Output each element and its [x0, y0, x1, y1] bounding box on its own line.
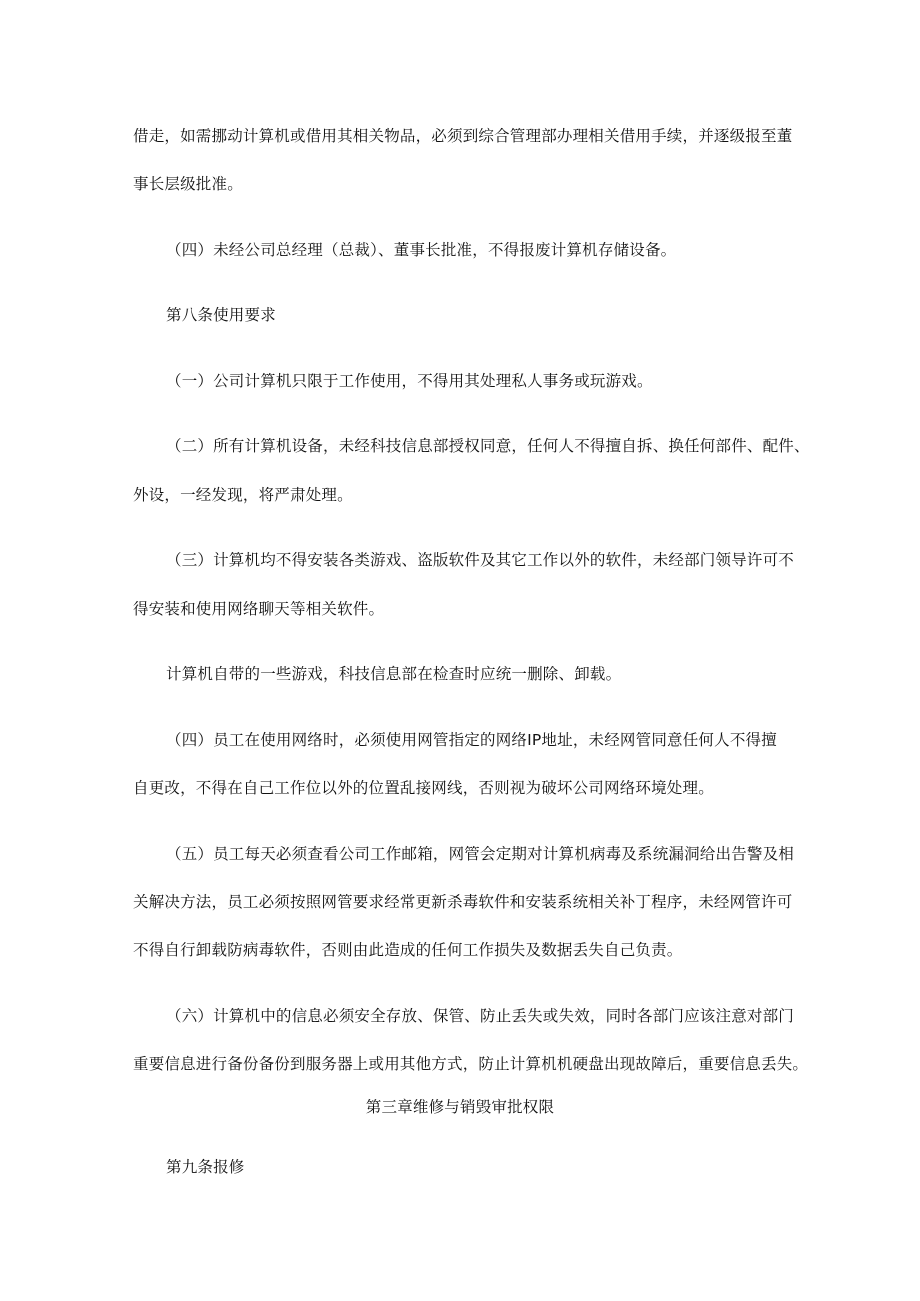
- paragraph-line-17: 重要信息进行备份备份到服务器上或用其他方式，防止计算机机硬盘出现故障后，重要信息丢失。: [133, 1055, 809, 1073]
- section-heading-article-9: 第九条报修: [166, 1158, 245, 1176]
- paragraph-line-7: 外设，一经发现，将严肃处理。: [133, 486, 353, 504]
- paragraph-line-1: 借走，如需挪动计算机或借用其相关物品，必须到综合管理部办理相关借用手续，并逐级报至董: [133, 127, 793, 145]
- paragraph-line-12: 自更改，不得在自己工作位以外的位置乱接网线，否则视为破坏公司网络环境处理。: [133, 779, 714, 797]
- paragraph-line-16: （六）计算机中的信息必须安全存放、保管、防止丢失或失效，同时各部门应该注意对部门: [166, 1007, 795, 1025]
- paragraph-line-9: 得安装和使用网络聊天等相关软件。: [133, 600, 385, 618]
- paragraph-line-2: 事长层级批准。: [133, 175, 243, 193]
- paragraph-line-15: 不得自行卸载防病毒软件，否则由此造成的任何工作损失及数据丢失自己负责。: [133, 941, 683, 959]
- paragraph-line-10: 计算机自带的一些游戏，科技信息部在检查时应统一删除、卸载。: [166, 665, 622, 683]
- paragraph-line-14: 关解决方法，员工必须按照网管要求经常更新杀毒软件和安装系统相关补丁程序，未经网管许可: [133, 893, 793, 911]
- paragraph-line-8: （三）计算机均不得安装各类游戏、盗版软件及其它工作以外的软件，未经部门领导许可不: [166, 551, 795, 569]
- paragraph-line-5: （一）公司计算机只限于工作使用，不得用其处理私人事务或玩游戏。: [166, 372, 653, 390]
- paragraph-line-6: （二）所有计算机设备，未经科技信息部授权同意，任何人不得擅自拆、换任何部件、配件、: [166, 437, 810, 455]
- chapter-heading: 第三章维修与销毁审批权限: [365, 1098, 555, 1116]
- paragraph-line-13: （五）员工每天必须查看公司工作邮箱，网管会定期对计算机病毒及系统漏洞给出告警及相: [166, 845, 795, 863]
- section-heading-article-8: 第八条使用要求: [166, 306, 276, 324]
- paragraph-line-3: （四）未经公司总经理（总裁）、董事长批准，不得报废计算机存储设备。: [166, 241, 677, 259]
- paragraph-line-11: （四）员工在使用网络时，必须使用网管指定的网络IP地址，未经网管同意任何人不得擅: [166, 731, 777, 749]
